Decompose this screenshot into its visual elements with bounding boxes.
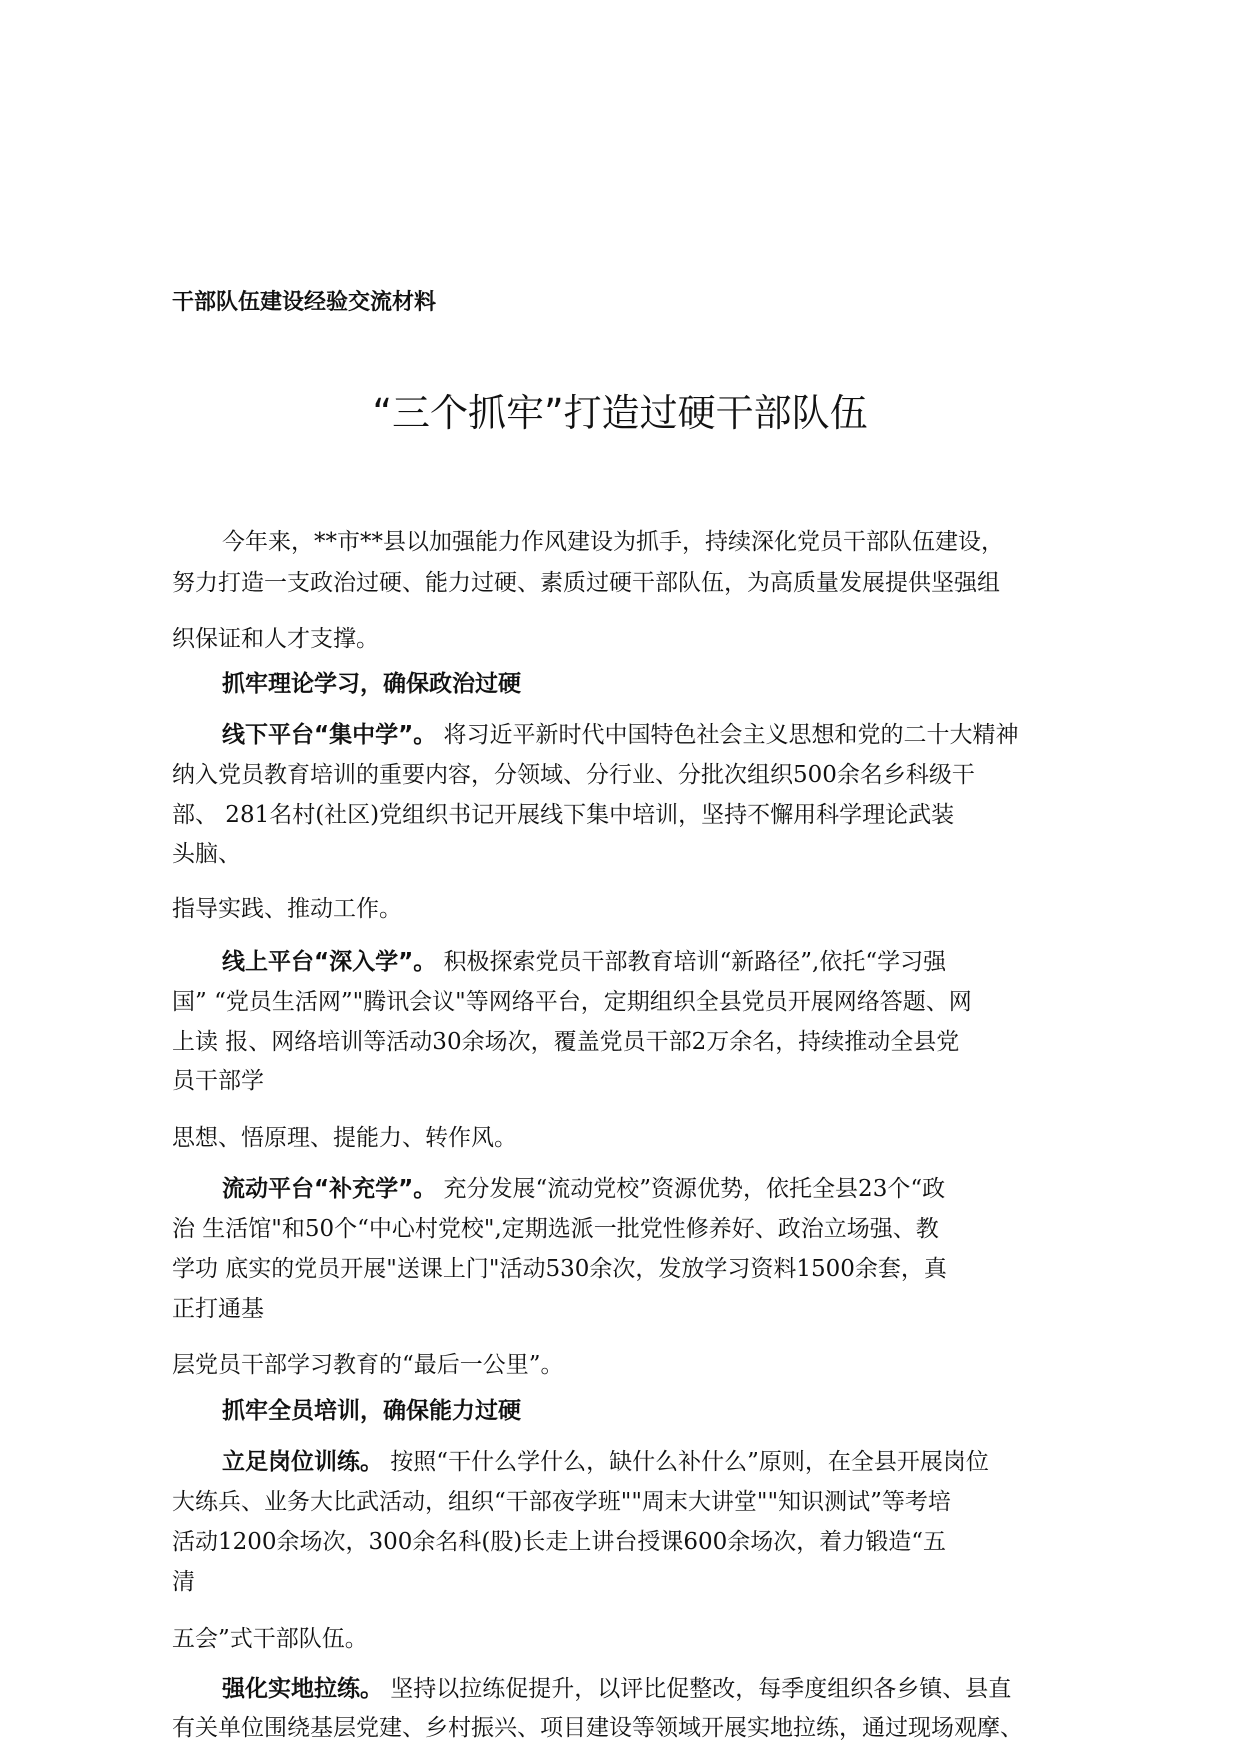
section-heading: 抓牢理论学习，确保政治过硬 [222,671,521,697]
paragraph-line: 五会”式干部队伍。 [172,1626,368,1652]
paragraph-line: 立足岗位训练。 按照“干什么学什么，缺什么补什么”原则，在全县开展岗位 [222,1449,989,1475]
paragraph-lead: 立足岗位训练。 [222,1449,383,1475]
paragraph-line: 层党员干部学习教育的“最后一公里”。 [172,1352,564,1378]
paragraph-line: 思想、悟原理、提能力、转作风。 [172,1125,517,1151]
paragraph-line: 部、 281名村(社区)党组织书记开展线下集中培训，坚持不懈用科学理论武装 [172,802,955,828]
paragraph-line: 上读 报、网络培训等活动30余场次，覆盖党员干部2万余名，持续推动全县党 [172,1029,960,1055]
paragraph-line: 学功 底实的党员开展"送课上门"活动530余次，发放学习资料1500余套，真 [172,1256,947,1282]
paragraph-line: 正打通基 [172,1296,264,1322]
intro-line: 今年来，**市**县以加强能力作风建设为抓手，持续深化党员干部队伍建设， [222,529,1004,555]
intro-line: 努力打造一支政治过硬、能力过硬、素质过硬干部队伍，为高质量发展提供坚强组 [172,570,1000,596]
paragraph-line: 国” “党员生活网”"腾讯会议"等网络平台，定期组织全县党员开展网络答题、网 [172,989,972,1015]
paragraph-line: 员干部学 [172,1068,264,1094]
paragraph-line: 治 生活馆"和50个“中心村党校",定期选派一批党性修养好、政治立场强、教 [172,1216,939,1242]
document-title: “三个抓牢”打造过硬干部队伍 [372,391,868,435]
paragraph-line: 强化实地拉练。 坚持以拉练促提升，以评比促整改，每季度组织各乡镇、县直 [222,1676,1012,1702]
paragraph-lead: 流动平台“补充学”。 [222,1176,437,1202]
paragraph-line: 头脑、 [172,841,241,867]
paragraph-line: 线下平台“集中学”。 将习近平新时代中国特色社会主义思想和党的二十大精神 [222,722,1019,748]
paragraph-lead: 线下平台“集中学”。 [222,722,437,748]
paragraph-line: 流动平台“补充学”。 充分发展“流动党校”资源优势，依托全县23个“政 [222,1176,946,1202]
intro-line: 织保证和人才支撑。 [172,626,379,652]
paragraph-line: 纳入党员教育培训的重要内容，分领域、分行业、分批次组织500余名乡科级干 [172,762,975,788]
paragraph-line: 有关单位围绕基层党建、乡村振兴、项目建设等领域开展实地拉练，通过现场观摩、 [172,1715,1023,1741]
paragraph-line: 指导实践、推动工作。 [172,896,402,922]
section-heading: 抓牢全员培训，确保能力过硬 [222,1398,521,1424]
paragraph-line: 清 [172,1569,195,1595]
paragraph-lead: 强化实地拉练。 [222,1676,383,1702]
paragraph-line: 大练兵、业务大比武活动，组织“干部夜学班""周末大讲堂""知识测试”等考培 [172,1489,951,1515]
paragraph-line: 线上平台“深入学”。 积极探索党员干部教育培训“新路径”,依托“学习强 [222,949,947,975]
document-label: 干部队伍建设经验交流材料 [172,290,437,315]
paragraph-line: 活动1200余场次，300余名科(股)长走上讲台授课600余场次，着力锻造“五 [172,1529,947,1555]
paragraph-lead: 线上平台“深入学”。 [222,949,437,975]
